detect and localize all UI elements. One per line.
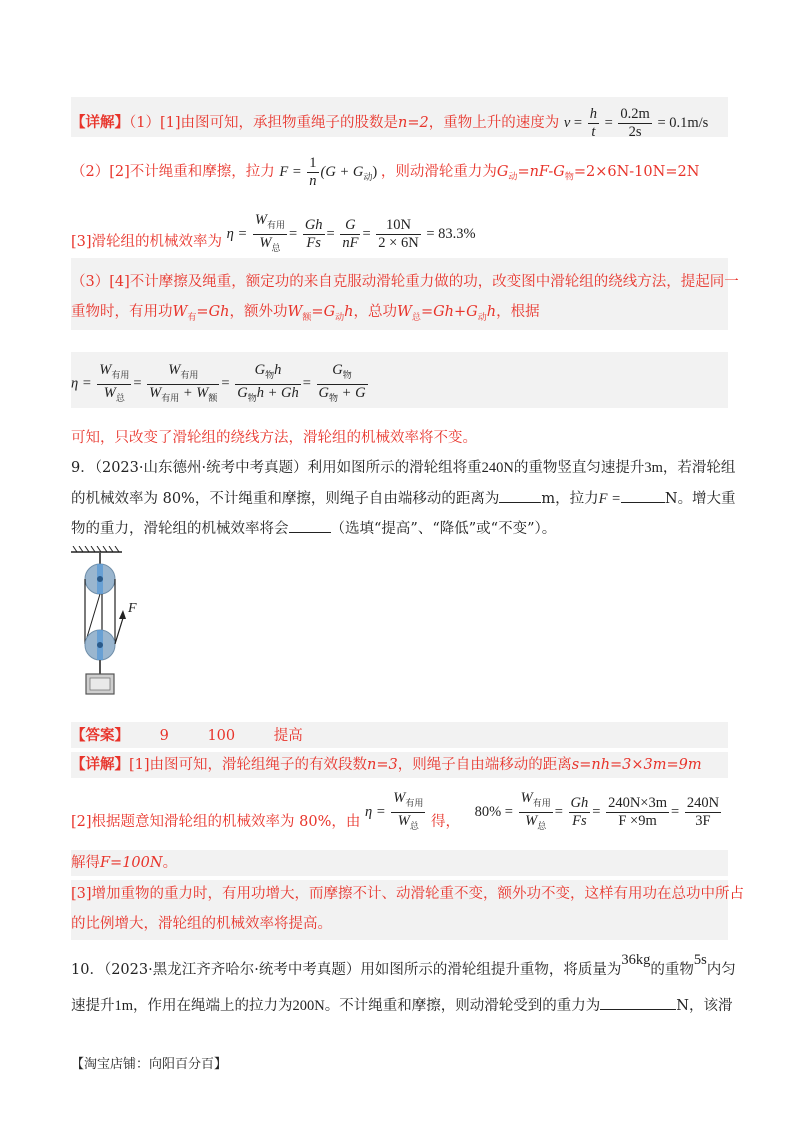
frac-den: Fs [572, 812, 587, 829]
sub: 总 [537, 820, 547, 831]
answer-blank-q10[interactable] [600, 995, 676, 1010]
sub: 总 [411, 312, 421, 323]
answer-1: 9 [159, 728, 169, 744]
text: 物的重力，滑轮组的机械效率将会 [71, 521, 289, 537]
sub: 总 [115, 392, 125, 403]
frac-W [519, 790, 553, 835]
sub: 物 [342, 369, 352, 380]
pulley-figure [68, 546, 148, 698]
frac-G-nF [340, 217, 360, 252]
W: W [525, 812, 538, 829]
eff-formula: 80% = $\frac{W_{有用}}{W_总}$ = $\frac{Gh}{Fs}$ = $\frac{240N\times 3m}{F \times 9m}$ = $\frac{240N}{3F}$ [475, 804, 723, 820]
G: G [237, 384, 248, 401]
text: 内匀 [706, 962, 736, 978]
frac-num: G [340, 217, 360, 235]
weight-value: 240N [481, 460, 514, 476]
close-paren: ) [372, 163, 378, 180]
text: ，则绳子自由端移动的距离 [397, 757, 572, 773]
frac-den: nF [342, 234, 359, 251]
text: N，该滑 [676, 998, 733, 1014]
frac-1-n [307, 155, 318, 190]
W: W [103, 384, 116, 401]
s-value: s=nh=3×3m=9m [571, 757, 702, 773]
frac-num: h [589, 106, 597, 122]
text: [1]由图可知，滑轮组绳子的有效段数 [129, 757, 368, 773]
sub: 动 [363, 171, 373, 182]
sub: 有用 [405, 797, 424, 808]
n-value: n=2 [398, 114, 429, 131]
W: W [254, 212, 267, 228]
F-symbol: F = [598, 491, 621, 507]
answer-2: 100 [207, 728, 236, 744]
detail1-text: （1）[1]由图可知，承担物重绳子的股数是 [129, 114, 399, 131]
frac-b [147, 362, 219, 407]
force-formula [279, 155, 380, 189]
eta: η = [365, 803, 386, 820]
part2-text: （2）[2]不计绳重和摩擦，拉力 [71, 163, 275, 180]
detail1-text-b: ，重物上升的速度为 [428, 114, 560, 131]
expr: =nF-G [517, 163, 565, 180]
g-dyn: G [496, 163, 509, 180]
eff-lhs: 80% = [474, 803, 513, 820]
W: W [393, 790, 406, 806]
answer-blank-2[interactable] [621, 488, 665, 503]
sub: 有用 [111, 369, 130, 380]
g-result: =2×6N-10N=2N [573, 163, 700, 180]
efficiency-result: = 83.3% [426, 225, 476, 242]
text: N。增大重 [664, 491, 736, 507]
efficiency-formula: η = $\frac{W_{有用}}{W_总}$ = $\frac{Gh}{Fs}$ = $\frac{G}{nF}$ = $\frac{10N}{2 \times 6N}$ = 83.3% [227, 226, 476, 242]
text: 的机械效率为 80%，不计绳重和摩擦，则绳子自由端移动的距离为 [71, 491, 500, 507]
text: ，额外功 [229, 304, 288, 320]
text: 的重物 [650, 962, 694, 978]
frac-num: 240N [686, 794, 720, 811]
frac-den: n [309, 173, 317, 189]
sub: 有用 [266, 219, 285, 230]
frac-c [235, 362, 301, 407]
frac-W [391, 790, 425, 835]
expr: + G [338, 384, 366, 401]
detail9-line1 [71, 755, 702, 775]
v-symbol: v [563, 114, 571, 131]
frac-result [685, 795, 721, 830]
expr: h + Gh [256, 384, 299, 401]
ceiling-hatch [73, 546, 119, 552]
sub: 动 [335, 312, 345, 323]
W: W [149, 384, 162, 401]
mass-value: 36kg [621, 952, 651, 968]
footer-shop: 【淘宝店铺：向阳百分百】 [71, 1057, 228, 1072]
eta: η = [226, 225, 248, 242]
h: h [344, 304, 354, 320]
eq-sign: = [573, 114, 583, 131]
sub: 总 [409, 820, 419, 831]
answer-3: 提高 [273, 728, 303, 744]
detail9-solve [71, 853, 177, 873]
W: W [172, 304, 188, 320]
distance-value: 1m [114, 998, 134, 1014]
time-value: 5s [693, 952, 707, 968]
frac-den: t [591, 124, 596, 140]
h: h [274, 362, 282, 378]
frac-num: 10N [376, 217, 420, 235]
frac-Gh-Fs [569, 795, 591, 830]
frac-den: 3F [695, 812, 711, 829]
frac-num: Gh [304, 216, 323, 233]
force-arrow-icon [119, 610, 126, 619]
text: ，总功 [353, 304, 398, 320]
detail9-line4: 的比例增大，滑轮组的机械效率将提高。 [71, 916, 332, 932]
detail-tag: 【详解】 [71, 756, 129, 773]
F-rhs: (G + G [320, 163, 364, 180]
answer-blank-3[interactable] [289, 518, 331, 533]
detail9-line2 [71, 790, 723, 835]
frac-d [317, 362, 368, 407]
sub: 有 [187, 312, 197, 323]
q9-line3 [71, 518, 556, 539]
frac-a [97, 362, 131, 407]
sub: 动 [477, 312, 487, 323]
text: 的重物竖直匀速提升 [513, 460, 645, 476]
frac-num: Gh [570, 794, 589, 811]
text: 10．（2023·黑龙江齐齐哈尔·统考中考真题）用如图所示的滑轮组提升重物，将质量为 [71, 962, 622, 978]
part2-text-b: ，则动滑轮重力为 [380, 163, 497, 180]
q10-line1 [71, 952, 736, 980]
G: G [332, 362, 343, 378]
frac-num: 1 [309, 155, 317, 171]
text: 速提升 [71, 998, 115, 1014]
text: ，根据 [496, 304, 540, 320]
text: 。 [162, 855, 178, 871]
frac-den: 2 × 6N [378, 234, 419, 251]
frac-values [618, 106, 651, 141]
W: W [259, 234, 272, 251]
answer-tag: 【答案】 [71, 727, 129, 744]
frac-num: 0.2m [620, 106, 650, 122]
W: W [168, 362, 181, 378]
n-value: n=3 [367, 757, 398, 773]
velocity-result: = 0.1m/s [657, 114, 709, 131]
efficiency-text: [3]滑轮组的机械效率为 [71, 233, 223, 250]
part3-formula: η = $\frac{W_{有用}}{W_总}$ = $\frac{W_{有用}}{W_{有用} + W_额}$ = $\frac{G_物h}{G_物h + Gh}$ = $\frac{G_物}{G_物 + G}$ [71, 362, 370, 407]
part3-line2 [71, 302, 540, 328]
efficiency-line [71, 212, 476, 257]
sub: 额 [302, 312, 312, 323]
F-result: F=100N [100, 855, 163, 871]
h: h [486, 304, 497, 320]
W: W [397, 304, 412, 320]
frac-h-t [588, 106, 599, 141]
height-value: 3m [644, 460, 663, 476]
W: W [287, 304, 303, 320]
frac-den: 2s [628, 124, 642, 140]
text: 。不计绳重和摩擦，则动滑轮受到的重力为 [324, 998, 601, 1014]
G: G [318, 384, 330, 401]
text: （选填“提高”、“降低”或“不变”）。 [330, 521, 557, 537]
frac-Gh-Fs [303, 217, 325, 252]
eq-sign: = [604, 114, 613, 131]
plus-W: + W [179, 384, 209, 401]
detail9-line3: [3]增加重物的重力时，有用功增大，而摩擦不计、动滑轮重不变，额外功不变，这样有用功在总功中所占 [71, 886, 745, 902]
answer-blank-1[interactable] [499, 488, 541, 503]
eta-formula [365, 790, 431, 831]
q9-line2 [71, 488, 736, 509]
text: m，拉力 [541, 491, 599, 507]
frac-den: F ×9m [618, 812, 657, 829]
sub: 物 [247, 392, 257, 403]
q10-line2 [71, 995, 732, 1016]
part2-line [71, 155, 699, 190]
sub: 动 [508, 172, 518, 183]
force-label: F [128, 601, 137, 616]
eta: η = [71, 375, 92, 392]
q9-line1 [71, 458, 735, 478]
F-lhs: F = [279, 163, 302, 180]
expr: =Gh+G [420, 304, 478, 320]
sub: 物 [564, 172, 574, 183]
frac-num: 240N×3m [608, 794, 667, 811]
text: 9．（2023·山东德州·统考中考真题）利用如图所示的滑轮组将重 [71, 460, 482, 476]
text: 重物时，有用功 [71, 304, 173, 320]
frac-W [253, 212, 287, 257]
sub: 有用 [180, 369, 199, 380]
text: ，若滑轮组 [662, 460, 736, 476]
W: W [520, 790, 533, 806]
sub: 物 [265, 369, 275, 380]
text: [2]根据题意知滑轮组的机械效率为 80%，由 [71, 813, 361, 830]
expr: =Gh [196, 304, 230, 320]
frac-values [376, 217, 420, 252]
part3-conclusion: 可知，只改变了滑轮组的绕线方法，滑轮组的机械效率将不变。 [71, 430, 477, 446]
part3-line1: （3）[4]不计摩擦及绳重，额定功的来自克服动滑轮重力做的功，改变图中滑轮组的绕线方法，提起同一 [71, 274, 739, 290]
detail-tag: 【详解】 [71, 113, 129, 131]
frac-values [606, 795, 669, 830]
W: W [397, 812, 410, 829]
velocity-formula [563, 106, 709, 140]
answer9-line [71, 726, 303, 746]
W: W [99, 362, 112, 378]
force-value: 200N [292, 998, 325, 1014]
sub: 有用 [532, 797, 551, 808]
detail1-line [71, 106, 708, 141]
sub: 物 [329, 392, 339, 403]
sub: 额 [208, 392, 218, 403]
frac-den: Fs [306, 234, 321, 251]
G: G [254, 362, 266, 378]
text: 得， [430, 813, 460, 830]
sub: 总 [271, 242, 281, 253]
expr: =G [311, 304, 336, 320]
text: ，作用在绳端上的拉力为 [133, 998, 293, 1014]
text: 解得 [71, 855, 100, 871]
sub: 有用 [161, 392, 180, 403]
